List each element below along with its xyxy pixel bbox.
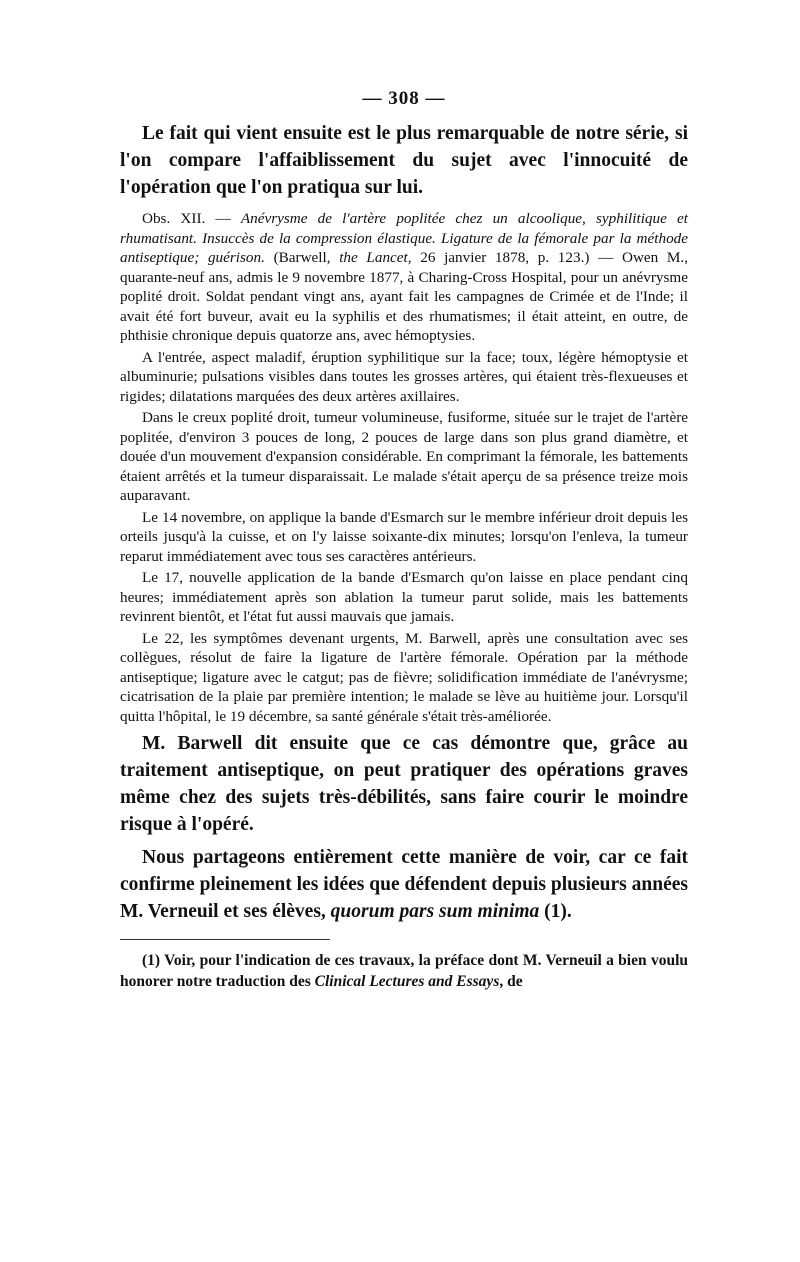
body-paragraph: Le 22, les symptômes devenant urgents, M. Barwell, après une consultation avec ses collègues, résolut de faire la ligature de l'artère fémorale. Opération par la méthode antiseptique; ligature avec le catgut; pas de fièvre; solidification immédiate de l'anévrysme; cicatrisation de la plaie par première intention; le malade se lève au huitième jour. Lorsqu'il quitta l'hôpital, le 19 décembre, sa santé générale s'était très-améliorée. bbox=[120, 629, 688, 725]
observation-citation bbox=[274, 249, 590, 266]
lead-paragraph: Le fait qui vient ensuite est le plus remarquable de notre série, si l'on compare l'affaiblissement du sujet avec l'innocuité de l'opération que l'on pratiqua sur lui. bbox=[120, 123, 688, 198]
observation-text: — Owen M., quarante-neuf ans, admis le 9 novembre 1877, à Charing-Cross Hospital, pour un anévrysme poplité droit. Soldat pendant vingt ans, ayant fait les campagnes de Crimée et de l'Inde; il avait été fort buveur, avait eu la syphilis et des rhumatismes; il était atteint, en outre, de phthisie chronique depuis quatorze ans, avec hémoptysies. bbox=[120, 249, 689, 344]
body-paragraph: Le 14 novembre, on applique la bande d'Esmarch sur le membre inférieur droit depuis les orteils jusqu'à la cuisse, et on l'y laisse soixante-dix minutes; lorsqu'on l'enleva, la tumeur reparut immédiatement avec tous ses caractères antérieurs. bbox=[120, 508, 688, 565]
citation-open: (Barwell, bbox=[273, 249, 340, 266]
footnote-end: , de bbox=[499, 973, 523, 990]
conclusion-paragraph: M. Barwell dit ensuite que ce cas démontre que, grâce au traitement antiseptique, on peut pratiquer des opérations graves même chez des sujets très-débilités, sans faire courir le moindre risque à l'opéré. bbox=[120, 733, 688, 835]
closing-paragraph bbox=[120, 844, 688, 925]
footnote-divider bbox=[120, 939, 330, 940]
body-paragraph: Le 17, nouvelle application de la bande d'Esmarch qu'on laisse en place pendant cinq heures; immédiatement après son ablation la tumeur parut solide, mais les battements revinrent bientôt, et l'état fut aussi mauvais que jamais. bbox=[120, 569, 688, 625]
body-paragraph: Dans le creux poplité droit, tumeur volumineuse, fusiforme, située sur le trajet de l'artère poplitée, d'environ 3 pouces de long, 2 pouces de large dans son plus grand diamètre, et douée d'un mouvement d'expansion considérable. En comprimant la fémorale, les battements étaient arrêtés et la tumeur disparaissait. Le malade s'était aperçu de sa présence treize mois auparavant. bbox=[120, 409, 688, 504]
closing-text: Nous partageons entièrement cette manière de voir, car ce fait confirme pleinement les idées que défendent depuis plusieurs années M. Verneuil et ses élèves, bbox=[120, 847, 688, 922]
footnote-title: Clinical Lectures and Essays bbox=[314, 973, 500, 990]
observation-paragraph bbox=[120, 209, 688, 346]
body-paragraph: A l'entrée, aspect maladif, éruption syphilitique sur la face; toux, légère hémoptysie et albuminurie; pulsations visibles dans toutes les grosses artères, qui étaient très-flexueuses et rigides; dilatations marquées des deux artères axillaires. bbox=[120, 348, 688, 405]
footnote-text: (1) Voir, pour l'indication de ces travaux, la préface dont M. Verneuil a bien voulu honorer notre traduction des bbox=[120, 952, 688, 990]
page-number: — 308 — bbox=[362, 88, 446, 109]
observation-title: Anévrysme de l'artère poplitée chez un alcoolique, syphilitique et rhumatisant. Insuccès de la compression élastique. Ligature de la fémorale par la méthode antiseptique; guérison. bbox=[120, 210, 688, 266]
observation-label: Obs. XII. — bbox=[142, 210, 231, 227]
closing-end: (1). bbox=[539, 901, 572, 922]
citation-rest: , 26 janvier 1878, p. 123.) bbox=[407, 249, 590, 266]
citation-journal: the Lancet bbox=[339, 249, 408, 266]
latin-quote: quorum pars sum minima bbox=[330, 901, 540, 922]
footnote bbox=[120, 950, 688, 992]
